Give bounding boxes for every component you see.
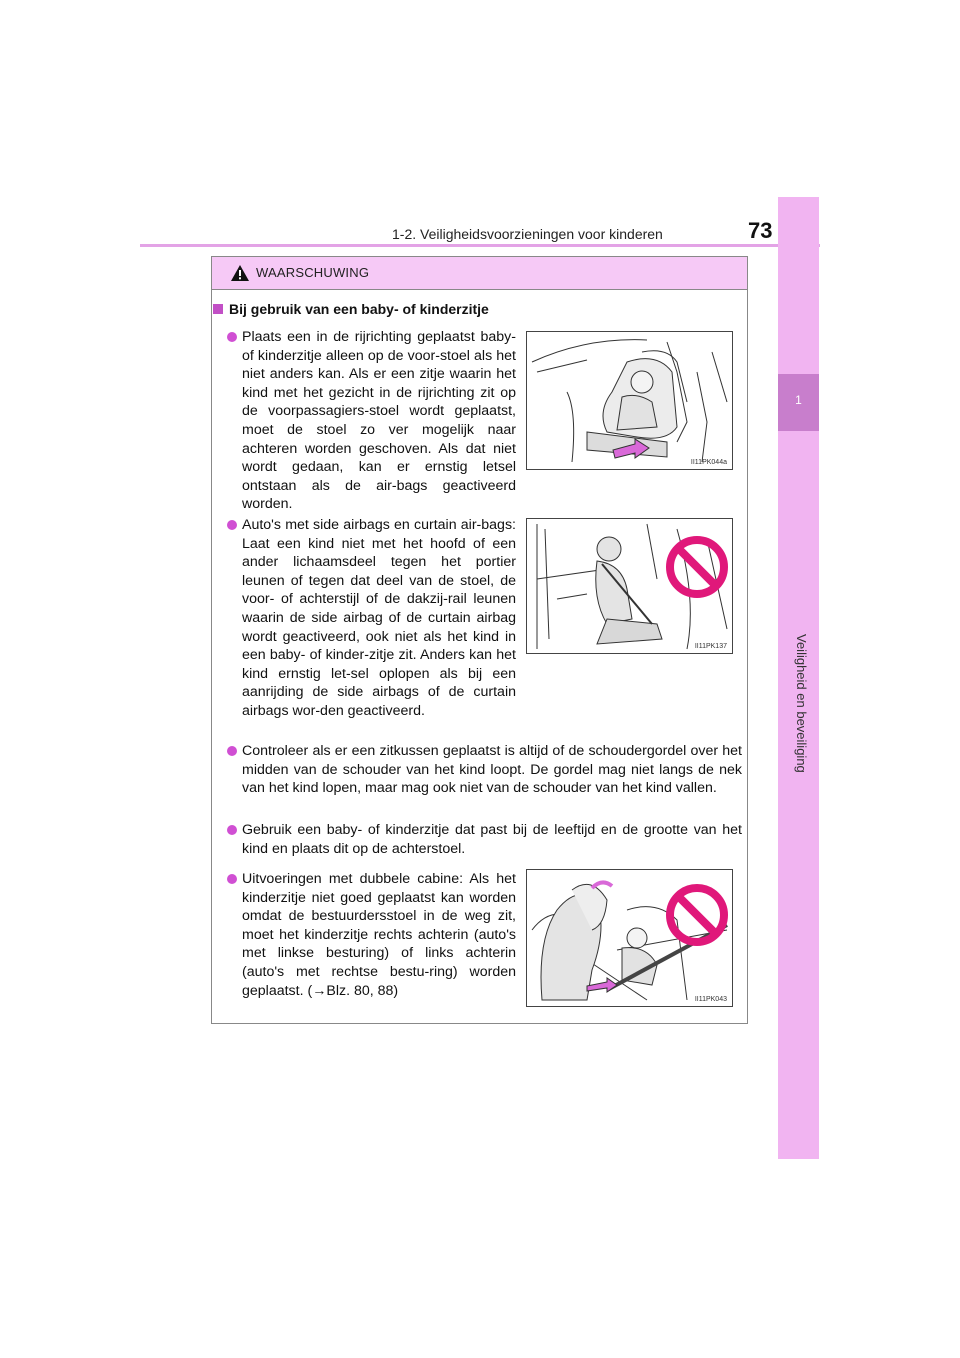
bullet-text: Controleer als er een zitkussen geplaatst is altijd of de schoudergordel over het midden van de schouder van het kind loopt. De gordel mag niet langs de nek van het kind lopen, maar mag ook niet van de schouder van het kind vallen. <box>242 743 742 797</box>
subheading <box>213 301 489 317</box>
bullet-item <box>242 516 516 721</box>
figure-child-seat-collision <box>526 869 733 1007</box>
figure-child-seat-front <box>526 331 733 470</box>
bullet-dot-icon <box>227 874 237 884</box>
child-seat-collision-prohibited-illustration <box>527 870 732 1006</box>
square-bullet-icon <box>213 304 223 314</box>
child-leaning-door-prohibited-illustration <box>527 519 732 653</box>
bullet-dot-icon <box>227 746 237 756</box>
bullet-text: Gebruik een baby- of kinderzitje dat past bij de leeftijd en de grootte van het kind en plaats dit op de achterstoel. <box>242 822 742 857</box>
bullet-item <box>242 328 516 514</box>
child-seat-front-illustration <box>527 332 732 469</box>
bullet-dot-icon <box>227 520 237 530</box>
figure-code: II11PK043 <box>694 996 727 1003</box>
chapter-number: 1 <box>795 393 802 407</box>
header-rule <box>140 244 820 247</box>
chapter-name: Veiligheid en beveiliging <box>794 634 809 773</box>
page-number: 73 <box>748 218 773 243</box>
bullet-text: Auto's met side airbags en curtain air-bags: Laat een kind niet met het hoofd of een ander lichaamsdeel tegen het portier leunen of tegen dat deel van de stoel, de voor- of achterstijl of de dakzij-rail leunen waarin de side airbag of de curtain airbag wordt geactiveerd, ook niet als het kind in een baby- of kinder-zitje zit. Anders kan het kind ernstig let-sel oplopen als bij een aanrijding de side airbags of de curtain airbags wor-den geactiveerd. <box>242 517 516 719</box>
figure-code: II11PK137 <box>694 643 727 650</box>
bullet-dot-icon <box>227 825 237 835</box>
warning-header <box>212 257 747 290</box>
warning-title: WAARSCHUWING <box>256 265 370 280</box>
bullet-item <box>242 742 742 798</box>
figure-child-leaning-door <box>526 518 733 654</box>
subheading-text: Bij gebruik van een baby- of kinderzitje <box>229 301 489 317</box>
figure-code: II11PK044a <box>690 459 727 466</box>
chapter-tab[interactable] <box>778 197 819 1159</box>
warning-triangle-icon <box>230 264 250 282</box>
section-title: 1-2. Veiligheidsvoorzieningen voor kinderen <box>392 226 663 242</box>
bullet-item <box>242 870 516 1000</box>
bullet-item <box>242 821 742 858</box>
bullet-dot-icon <box>227 332 237 342</box>
bullet-text: Plaats een in de rijrichting geplaatst baby- of kinderzitje alleen op de voor-stoel als het niet anders kan. Als er een zitje waarin het kind met het gezicht in de rijrichting zit op de voorpassagiers-stoel wordt geplaatst, moet de stoel zo ver mogelijk naar achteren worden geschoven. Als dat niet wordt gedaan, kan er ernstig letsel ontstaan als de air-bags geactiveerd worden. <box>242 329 516 513</box>
warning-box <box>211 256 748 1024</box>
bullet-text: Uitvoeringen met dubbele cabine: Als het kinderzitje niet goed geplaatst kan worden omdat de bestuurdersstoel in de weg zit, moet het kinderzitje rechts achterin (auto's met linkse besturing) of links achterin (auto's met rechtse bestu-ring) worden geplaatst. (→Blz. 80, 88) <box>242 871 516 999</box>
